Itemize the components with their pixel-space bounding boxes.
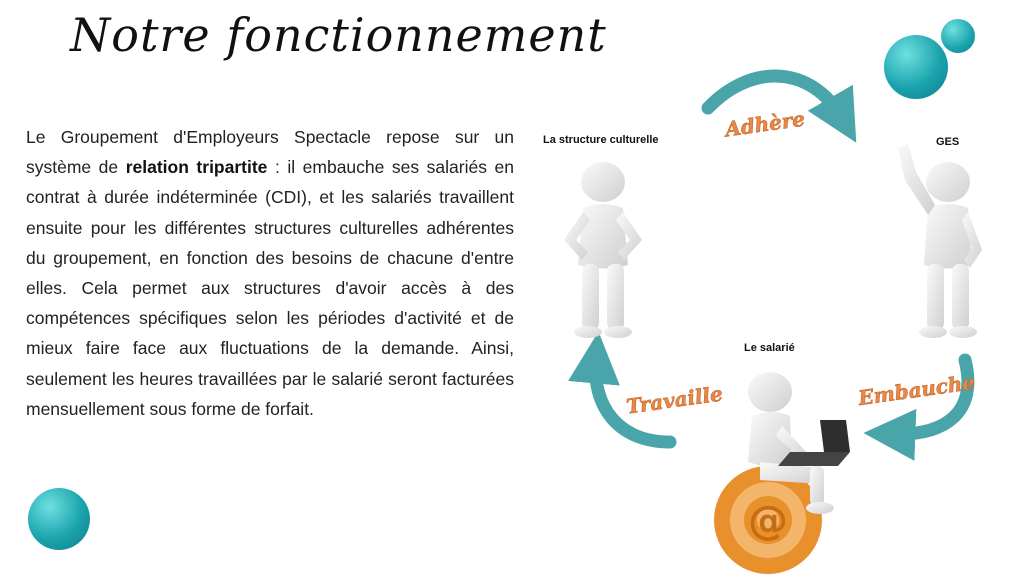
figure-structure-culturelle [564, 162, 642, 338]
tripartite-diagram [520, 60, 1024, 576]
label-ges: GES [936, 136, 960, 148]
verb-travaille: Travaille [624, 381, 725, 419]
description-bold: relation tripartite [125, 157, 268, 178]
decor-circle-bottom [28, 488, 90, 550]
description-text-start: Le Groupement d'Employeurs Spectacle repose sur un système de [26, 127, 514, 178]
svg-text:@: @ [748, 498, 788, 544]
figure-ges [898, 144, 982, 338]
verb-adhere: Adhère [723, 106, 807, 142]
label-salarie: Le salarié [744, 342, 795, 354]
label-structure-culturelle: La structure culturelle [543, 134, 659, 146]
description-text-end: : il embauche ses salariés en contrat à durée indéterminée (CDI), et les salariés travaillent ensuite pour les différentes structures culturelles adhérentes du groupement, en fonction des besoins de chacune d'entre elles. Cela permet aux structures d'avoir accès à des compétences spécifiques selon les périodes d'activité et de mieux faire face aux fluctuations de la demande. Ainsi, seulement les heures travaillées par le salarié seront facturées mensuellement sous forme de forfait. [26, 157, 514, 419]
decor-circle-small [941, 19, 975, 53]
page-title: Notre fonctionnement [70, 8, 607, 62]
description-paragraph [26, 122, 514, 424]
verb-embauche: Embauche [856, 369, 977, 411]
